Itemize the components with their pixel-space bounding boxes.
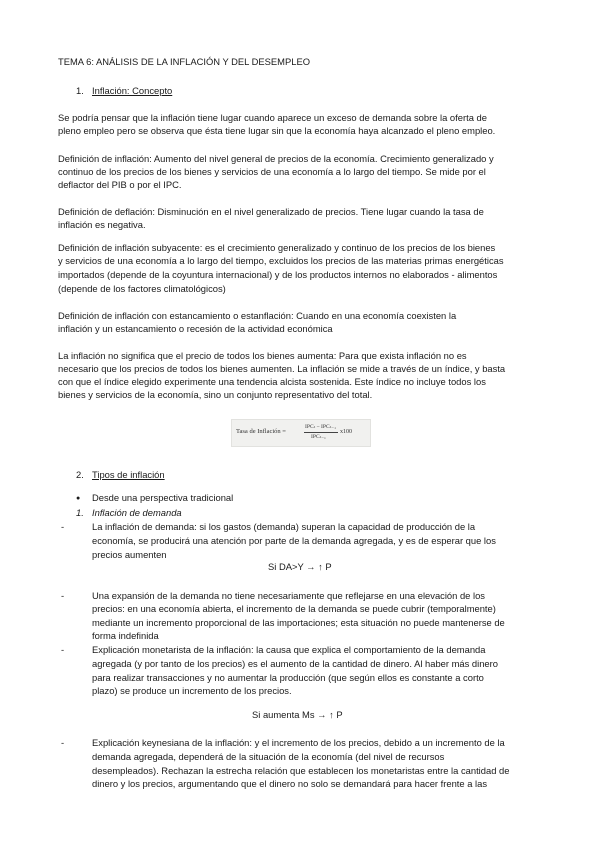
dash-1: - bbox=[61, 521, 65, 532]
section1-heading: Inflación: Concepto bbox=[92, 85, 173, 96]
p4-line-4: dinero y los precios, argumentando que el dinero no solo se demandará para hacer frente a las bbox=[92, 778, 488, 789]
p1-line-1: La inflación de demanda: si los gastos (demanda) superan la capacidad de producción de la bbox=[92, 521, 476, 532]
subsection-heading: Inflación de demanda bbox=[92, 507, 182, 518]
p2-line-3: mediante un incremento proporcional de las importaciones; esta situación no puede mantenerse de bbox=[92, 617, 505, 628]
def-inflacion-line-3: deflactor del PIB o por el IPC. bbox=[58, 179, 182, 190]
section1-number: 1. bbox=[76, 85, 84, 96]
p4-line-3: desempleados). Rechazan la estrecha relación que establecen los monetaristas entre la cantidad de bbox=[92, 765, 510, 776]
p3-line-3: para realizar transacciones y no aumentar la producción (que según ellos es constante a corto bbox=[92, 672, 484, 683]
def-estanflacion-line-2: inflación y un estancamiento o recesión de la actividad económica bbox=[58, 323, 333, 334]
p2-line-4: forma indefinida bbox=[92, 630, 159, 641]
p3-line-2: agregada (y por tanto de los precios) es el aumento de la cantidad de dinero. Al haber más dinero bbox=[92, 658, 498, 669]
p2-line-1: Una expansión de la demanda no tiene necesariamente que reflejarse en una elevación de los bbox=[92, 590, 485, 601]
formula-denominator: IPCₜ₋₁ bbox=[311, 434, 326, 440]
def-deflacion-line-1: Definición de deflación: Disminución en el nivel generalizado de precios. Tiene lugar cuando la tasa de bbox=[58, 206, 484, 217]
formula-numerator: IPCₜ − IPCₜ₋₁ bbox=[305, 424, 337, 430]
def-subyacente-line-3: importados (depende de la coyuntura internacional) y de los productos internos no elaborados - alimentos bbox=[58, 269, 498, 280]
p4-line-2: demanda agregada, dependerá de la situación de la economía (del nivel de recursos bbox=[92, 751, 445, 762]
bullet-icon: ● bbox=[76, 495, 81, 502]
dash-3: - bbox=[61, 644, 65, 655]
intro-line-1: Se podría pensar que la inflación tiene lugar cuando aparece un exceso de demanda sobre la oferta de bbox=[58, 112, 487, 123]
note-line-4: bienes y servicios de la economía, sino un conjunto representativo del total. bbox=[58, 389, 373, 400]
formula-ms: Si aumenta Ms → ↑ P bbox=[252, 709, 343, 720]
dash-2: - bbox=[61, 590, 65, 601]
p1-line-3: precios aumenten bbox=[92, 549, 167, 560]
section2-heading: Tipos de inflación bbox=[92, 469, 165, 480]
inflation-rate-formula-image bbox=[231, 419, 371, 447]
dash-4: - bbox=[61, 737, 65, 748]
bullet-perspectiva-tradicional: Desde una perspectiva tradicional bbox=[92, 492, 234, 503]
def-deflacion-line-2: inflación es negativa. bbox=[58, 219, 146, 230]
formula-da-y: Si DA>Y → ↑ P bbox=[268, 561, 332, 572]
formula-fraction-bar bbox=[304, 432, 338, 433]
p3-line-1: Explicación monetarista de la inflación: la causa que explica el comportamiento de la demanda bbox=[92, 644, 486, 655]
formula-label: Tasa de Inflación = bbox=[236, 428, 286, 435]
p4-line-1: Explicación keynesiana de la inflación: y el incremento de los precios, debido a un incremento de la bbox=[92, 737, 505, 748]
subsection-number: 1. bbox=[76, 507, 84, 518]
intro-line-2: pleno empleo pero se observa que ésta tiene lugar sin que la economía haya alcanzado el pleno empleo. bbox=[58, 125, 496, 136]
def-estanflacion-line-1: Definición de inflación con estancamiento o estanflación: Cuando en una economía coexisten la bbox=[58, 310, 457, 321]
def-subyacente-line-1: Definición de inflación subyacente: es el crecimiento generalizado y continuo de los precios de los bienes bbox=[58, 242, 496, 253]
p1-line-2: economía, se producirá una atención por parte de la demanda agregada, y es de esperar que los bbox=[92, 535, 496, 546]
def-subyacente-line-2: y servicios de una economía a lo largo del tiempo, excluidos los precios de las materias primas energéticas bbox=[58, 255, 504, 266]
note-line-3: con que el índice elegido experimente una tendencia alcista sostenida. Este índice no incluye todos los bbox=[58, 376, 486, 387]
def-inflacion-line-2: continuo de los precios de los bienes y servicios de una economía a lo largo del tiempo. Se mide por el bbox=[58, 166, 486, 177]
p3-line-4: plazo) se produce un incremento de los precios. bbox=[92, 685, 292, 696]
p2-line-2: precios: en una economía abierta, el incremento de la demanda se puede cubrir (temporalmente) bbox=[92, 603, 496, 614]
section2-number: 2. bbox=[76, 469, 84, 480]
formula-multiplier: x100 bbox=[340, 429, 352, 435]
note-line-2: necesario que los precios de todos los bienes aumenten. La inflación se mide a través de un índice, y basta bbox=[58, 363, 506, 374]
def-subyacente-line-4: (depende de los factores climatológicos) bbox=[58, 283, 226, 294]
def-inflacion-line-1: Definición de inflación: Aumento del nivel general de precios de la economía. Crecimiento generalizado y bbox=[58, 153, 494, 164]
document-title: TEMA 6: ANÁLISIS DE LA INFLACIÓN Y DEL DESEMPLEO bbox=[58, 56, 310, 67]
note-line-1: La inflación no significa que el precio de todos los bienes aumenta: Para que exista inflación no es bbox=[58, 350, 467, 361]
